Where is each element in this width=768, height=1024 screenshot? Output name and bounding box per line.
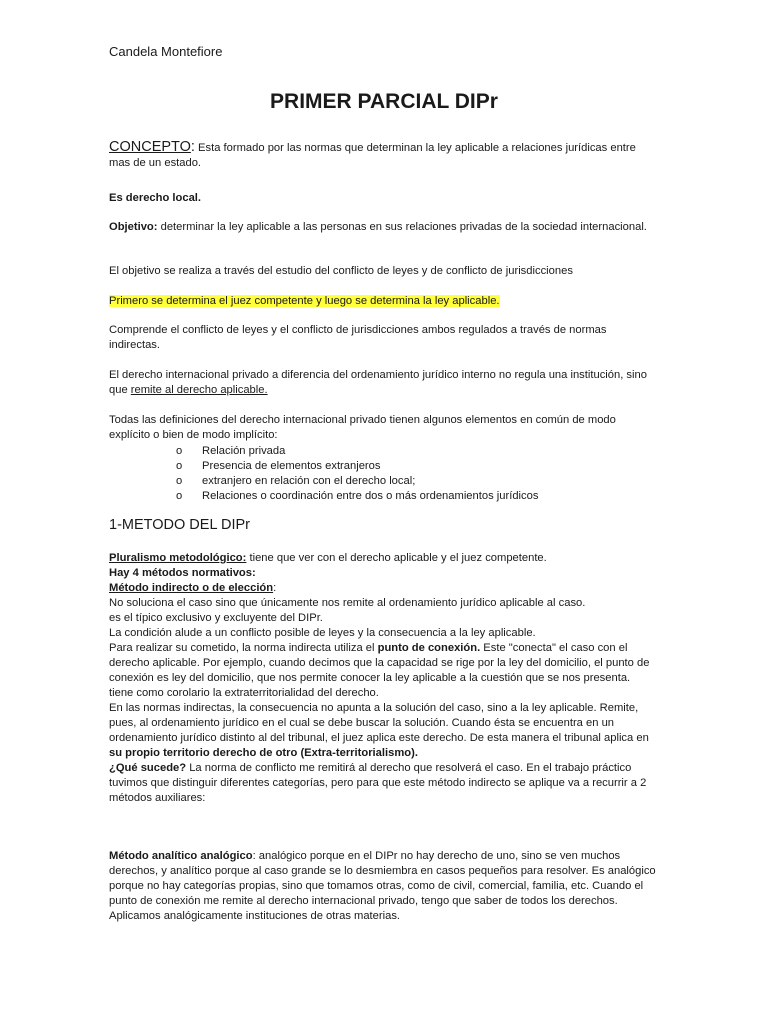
- pluralismo-text: tiene que ver con el derecho aplicable y el juez competente.: [246, 552, 547, 564]
- objetivo-realiza: El objetivo se realiza a través del estudio del conflicto de leyes y de conflicto de jurisdicciones: [109, 265, 573, 277]
- comprende-paragraph: Comprende el conflicto de leyes y el conflicto de jurisdicciones ambos regulados a través de normas indirectas.: [109, 324, 607, 351]
- definiciones-intro: Todas las definiciones del derecho internacional privado tienen algunos elementos en común de modo explícito o bien de modo implícito:: [109, 414, 616, 441]
- elements-list: [176, 444, 538, 504]
- objetivo-paragraph: [109, 220, 659, 235]
- section-heading-metodo: 1-METODO DEL DIPr: [109, 517, 250, 533]
- page-title: PRIMER PARCIAL DIPr: [270, 90, 498, 113]
- line-corolario: tiene como corolario la extraterritorialidad del derecho.: [109, 687, 379, 699]
- line-norma-conflicto: La norma de conflicto me remitirá al derecho que resolverá el caso. En el trabajo práctico tuvimos que distinguir diferentes categorías, pero para que este método indirecto se aplique va a recurrir a 2 métodos auxiliares:: [109, 762, 647, 804]
- que-sucede: ¿Qué sucede?: [109, 762, 187, 774]
- list-item-text: Presencia de elementos extranjeros: [202, 460, 381, 472]
- extra-territorialismo: su propio territorio derecho de otro (Extra-territorialismo).: [109, 747, 418, 759]
- pluralismo-label: Pluralismo metodológico:: [109, 552, 247, 564]
- metodo-indirecto-label: Método indirecto o de elección: [109, 582, 274, 594]
- concepto-colon: :: [190, 139, 195, 155]
- bullet-marker: o: [176, 475, 183, 487]
- objetivo-label: Objetivo:: [109, 221, 158, 233]
- dip-diferencia-underlined: remite al derecho aplicable.: [130, 384, 268, 396]
- objetivo-text: determinar la ley aplicable a las personas en sus relaciones privadas de la sociedad internacional.: [157, 221, 647, 233]
- list-item-text: Relaciones o coordinación entre dos o más ordenamientos jurídicos: [202, 490, 539, 502]
- analitico-text: : analógico porque en el DIPr no hay derecho de uno, sino se ven muchos derechos, y analítico porque al caso grande se lo desmiembra en casos pequeños para resolver. Es analógico porque no hay categorías propias, sino que tomamos otras, como de civil, comercial, familia, etc. Cuando el punto de conexión me remite al derecho internacional privado, tengo que saber de todos los derechos. Aplicamos analógicamente instituciones de otras materias.: [109, 850, 656, 922]
- bullet-marker: o: [176, 445, 183, 457]
- line-no-soluciona: No soluciona el caso sino que únicamente nos remite al ordenamiento jurídico aplicable al caso.: [109, 597, 586, 609]
- line-condicion: La condición alude a un conflicto posible de leyes y la consecuencia a la ley aplicable.: [109, 627, 536, 639]
- es-derecho-local: Es derecho local.: [109, 192, 202, 204]
- analitico-paragraph: [109, 849, 659, 924]
- dip-diferencia-paragraph: [109, 368, 659, 398]
- line-cometido: Para realizar su cometido, la norma indirecta utiliza el: [109, 642, 378, 654]
- line-tipico: es el típico exclusivo y excluyente del DIPr.: [109, 612, 323, 624]
- line-conecta: Este "conecta" el caso con el derecho aplicable. Por ejemplo, cuando decimos que la capacidad se rige por la ley del domicilio, el punto de conexión es ley del domicilio, que nos permite conocer la ley aplicable a la cuestión que se nos presenta.: [109, 642, 650, 684]
- concepto-text: Esta formado por las normas que determinan la ley aplicable a relaciones jurídicas entre mas de un estado.: [109, 142, 636, 169]
- analitico-label: Método analítico analógico: [109, 850, 253, 862]
- list-item-text: Relación privada: [202, 445, 286, 457]
- concepto-heading: CONCEPTO: [109, 139, 191, 155]
- list-item: [176, 444, 538, 459]
- bullet-marker: o: [176, 460, 183, 472]
- list-item: [176, 459, 538, 474]
- concepto-paragraph: [109, 140, 659, 171]
- hay-4-metodos: Hay 4 métodos normativos:: [109, 567, 256, 579]
- list-item: [176, 474, 538, 489]
- highlighted-text: Primero se determina el juez competente y luego se determina la ley aplicable.: [109, 295, 500, 307]
- metodo-block: [109, 551, 659, 806]
- author-name: Candela Montefiore: [109, 44, 223, 59]
- list-item-text: extranjero en relación con el derecho local;: [202, 475, 416, 487]
- dip-diferencia-text: El derecho internacional privado a diferencia del ordenamiento jurídico interno no regula una institución, sino que: [109, 369, 647, 396]
- punto-de-conexion: punto de conexión.: [377, 642, 481, 654]
- list-item: [176, 489, 538, 504]
- line-normas-indirectas: En las normas indirectas, la consecuencia no apunta a la solución del caso, sino a la ley aplicable. Remite, pues, al ordenamiento jurídico en el cual se debe buscar la solución. Cuando ésta se encuentra en un ordenamiento jurídico distinto al del tribunal, el juez aplica este derecho. De esta manera el tribunal aplica en: [109, 702, 649, 744]
- metodo-indirecto-colon: :: [273, 582, 277, 594]
- bullet-marker: o: [176, 490, 183, 502]
- highlight-paragraph: [109, 294, 659, 309]
